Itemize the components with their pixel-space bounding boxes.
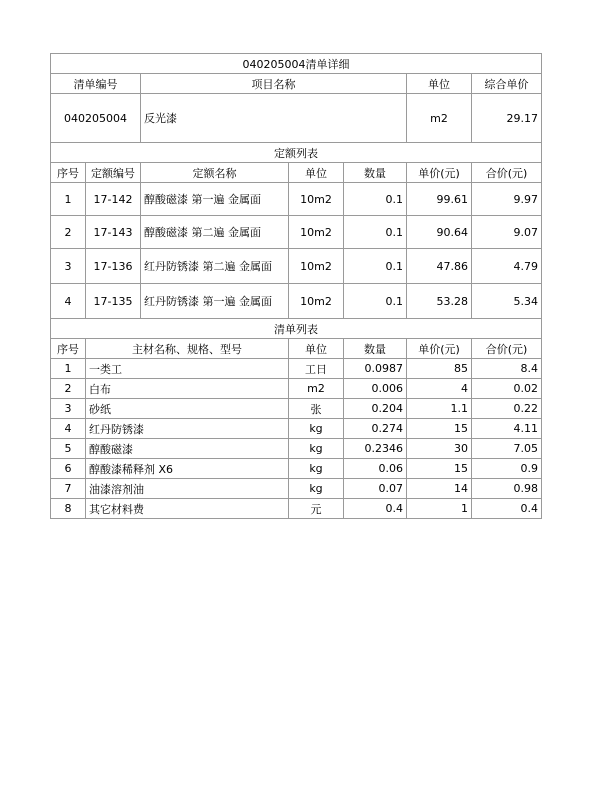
material-unit: kg: [289, 459, 344, 479]
material-total: 0.4: [472, 499, 542, 519]
material-seq: 7: [51, 479, 86, 499]
item-name: 反光漆: [141, 94, 407, 143]
quota-row: [51, 216, 542, 249]
material-qty: 0.06: [344, 459, 407, 479]
quota-total: 9.97: [472, 183, 542, 216]
material-name: 红丹防锈漆: [86, 419, 289, 439]
material-unit-price: 15: [407, 419, 472, 439]
quota-unit: 10m2: [289, 183, 344, 216]
quota-seq: 2: [51, 216, 86, 249]
material-section-title: 清单列表: [51, 319, 542, 339]
item-name-header: 项目名称: [141, 74, 407, 94]
material-col-header: 合价(元): [472, 339, 542, 359]
quota-code: 17-143: [86, 216, 141, 249]
quota-col-header: 定额编号: [86, 163, 141, 183]
material-unit: kg: [289, 479, 344, 499]
material-row: [51, 479, 542, 499]
material-qty: 0.274: [344, 419, 407, 439]
material-unit-price: 4: [407, 379, 472, 399]
quota-seq: 3: [51, 249, 86, 284]
quota-total: 4.79: [472, 249, 542, 284]
material-unit-price: 30: [407, 439, 472, 459]
quota-name: 红丹防锈漆 第一遍 金属面: [141, 284, 289, 319]
material-unit: 张: [289, 399, 344, 419]
material-col-header: 单位: [289, 339, 344, 359]
quota-unit: 10m2: [289, 249, 344, 284]
material-header-row: [51, 339, 542, 359]
material-qty: 0.204: [344, 399, 407, 419]
material-col-header: 单价(元): [407, 339, 472, 359]
quota-unit-price: 47.86: [407, 249, 472, 284]
material-name: 油漆溶剂油: [86, 479, 289, 499]
quota-qty: 0.1: [344, 216, 407, 249]
material-total: 4.11: [472, 419, 542, 439]
material-qty: 0.0987: [344, 359, 407, 379]
material-seq: 2: [51, 379, 86, 399]
quota-seq: 4: [51, 284, 86, 319]
item-unit: m2: [407, 94, 472, 143]
material-total: 0.98: [472, 479, 542, 499]
quota-qty: 0.1: [344, 249, 407, 284]
quota-row: [51, 249, 542, 284]
material-unit-price: 15: [407, 459, 472, 479]
quota-name: 红丹防锈漆 第二遍 金属面: [141, 249, 289, 284]
material-seq: 6: [51, 459, 86, 479]
material-qty: 0.4: [344, 499, 407, 519]
quota-qty: 0.1: [344, 284, 407, 319]
quota-col-header: 序号: [51, 163, 86, 183]
material-row: [51, 379, 542, 399]
material-total: 7.05: [472, 439, 542, 459]
quota-total: 9.07: [472, 216, 542, 249]
material-name: 白布: [86, 379, 289, 399]
title-row: [51, 54, 542, 74]
material-unit-price: 14: [407, 479, 472, 499]
material-row: [51, 459, 542, 479]
material-total: 0.9: [472, 459, 542, 479]
item-unit-header: 单位: [407, 74, 472, 94]
material-name: 砂纸: [86, 399, 289, 419]
material-col-header: 主材名称、规格、型号: [86, 339, 289, 359]
quota-section-title-row: [51, 143, 542, 163]
quota-col-header: 定额名称: [141, 163, 289, 183]
quota-col-header: 数量: [344, 163, 407, 183]
quota-code: 17-136: [86, 249, 141, 284]
quota-col-header: 合价(元): [472, 163, 542, 183]
material-qty: 0.006: [344, 379, 407, 399]
quota-qty: 0.1: [344, 183, 407, 216]
quota-unit-price: 53.28: [407, 284, 472, 319]
quota-total: 5.34: [472, 284, 542, 319]
quota-name: 醇酸磁漆 第二遍 金属面: [141, 216, 289, 249]
material-row: [51, 419, 542, 439]
quota-unit: 10m2: [289, 216, 344, 249]
quota-unit: 10m2: [289, 284, 344, 319]
material-total: 0.22: [472, 399, 542, 419]
quota-unit-price: 90.64: [407, 216, 472, 249]
quota-code: 17-135: [86, 284, 141, 319]
material-seq: 5: [51, 439, 86, 459]
material-col-header: 数量: [344, 339, 407, 359]
quota-col-header: 单位: [289, 163, 344, 183]
quota-row: [51, 183, 542, 216]
item-header-row: [51, 74, 542, 94]
quota-col-header: 单价(元): [407, 163, 472, 183]
material-seq: 4: [51, 419, 86, 439]
item-price-header: 综合单价: [472, 74, 542, 94]
bill-detail-table: [50, 53, 542, 519]
material-seq: 1: [51, 359, 86, 379]
material-unit-price: 85: [407, 359, 472, 379]
material-col-header: 序号: [51, 339, 86, 359]
material-seq: 3: [51, 399, 86, 419]
material-unit: m2: [289, 379, 344, 399]
material-name: 醇酸漆稀释剂 X6: [86, 459, 289, 479]
quota-unit-price: 99.61: [407, 183, 472, 216]
quota-seq: 1: [51, 183, 86, 216]
quota-row: [51, 284, 542, 319]
material-row: [51, 359, 542, 379]
material-unit: 工日: [289, 359, 344, 379]
item-price: 29.17: [472, 94, 542, 143]
material-total: 0.02: [472, 379, 542, 399]
material-qty: 0.07: [344, 479, 407, 499]
material-qty: 0.2346: [344, 439, 407, 459]
material-seq: 8: [51, 499, 86, 519]
material-unit: kg: [289, 419, 344, 439]
item-code-header: 清单编号: [51, 74, 141, 94]
quota-name: 醇酸磁漆 第一遍 金属面: [141, 183, 289, 216]
material-unit-price: 1.1: [407, 399, 472, 419]
quota-code: 17-142: [86, 183, 141, 216]
material-name: 其它材料费: [86, 499, 289, 519]
material-row: [51, 439, 542, 459]
material-unit: kg: [289, 439, 344, 459]
item-code: 040205004: [51, 94, 141, 143]
sheet-title: 040205004清单详细: [51, 54, 542, 74]
material-section-title-row: [51, 319, 542, 339]
material-row: [51, 499, 542, 519]
material-unit-price: 1: [407, 499, 472, 519]
quota-section-title: 定额列表: [51, 143, 542, 163]
material-name: 醇酸磁漆: [86, 439, 289, 459]
item-row: [51, 94, 542, 143]
material-row: [51, 399, 542, 419]
material-total: 8.4: [472, 359, 542, 379]
quota-header-row: [51, 163, 542, 183]
material-name: 一类工: [86, 359, 289, 379]
material-unit: 元: [289, 499, 344, 519]
